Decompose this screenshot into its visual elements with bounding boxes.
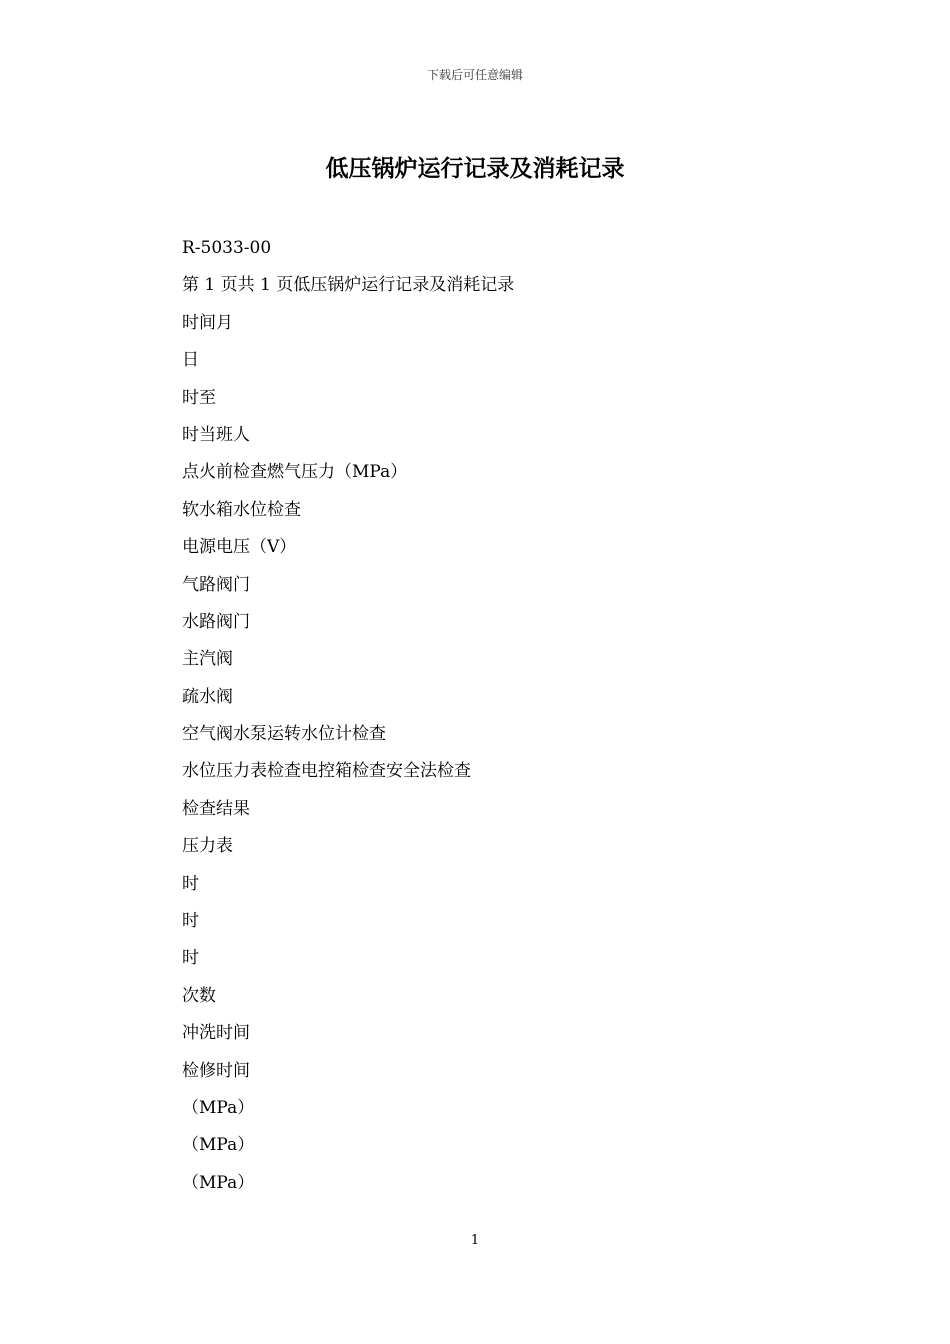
text-line: 时至 xyxy=(182,387,216,408)
text-line: 空气阀水泵运转水位计检查 xyxy=(182,724,386,745)
text-line: 软水箱水位检查 xyxy=(182,499,301,520)
text-line: （MPa） xyxy=(182,1097,255,1118)
text-line: 点火前检查燃气压力（MPa） xyxy=(182,462,408,483)
page-number: 1 xyxy=(470,1233,480,1248)
text-line: 水位压力表检查电控箱检查安全法检查 xyxy=(182,761,471,782)
text-line: 时当班人 xyxy=(182,424,250,445)
text-line: 压力表 xyxy=(182,836,233,857)
text-line: 检修时间 xyxy=(182,1060,250,1081)
text-line: 时 xyxy=(182,911,199,932)
text-line: 检查结果 xyxy=(182,798,250,819)
text-line: 时间月 xyxy=(182,312,233,333)
text-line: 气路阀门 xyxy=(182,574,250,595)
text-line: 疏水阀 xyxy=(182,686,233,707)
form-code-line: R-5033-00 xyxy=(182,238,272,258)
text-line: 水路阀门 xyxy=(182,611,250,632)
text-line: 时 xyxy=(182,948,199,969)
text-line: 次数 xyxy=(182,985,216,1006)
text-line: 冲洗时间 xyxy=(182,1023,250,1044)
document-body xyxy=(182,230,514,1202)
text-line: 日 xyxy=(182,350,199,371)
header-note: 下载后可任意编辑 xyxy=(426,68,523,82)
text-line: （MPa） xyxy=(182,1135,255,1156)
text-line: 第 1 页共 1 页低压锅炉运行记录及消耗记录 xyxy=(182,275,515,296)
text-line: （MPa） xyxy=(182,1172,255,1193)
text-line: 主汽阀 xyxy=(182,649,233,670)
text-line: 时 xyxy=(182,873,199,894)
text-line: 电源电压（V） xyxy=(182,537,297,558)
document-title: 低压锅炉运行记录及消耗记录 xyxy=(325,156,625,182)
